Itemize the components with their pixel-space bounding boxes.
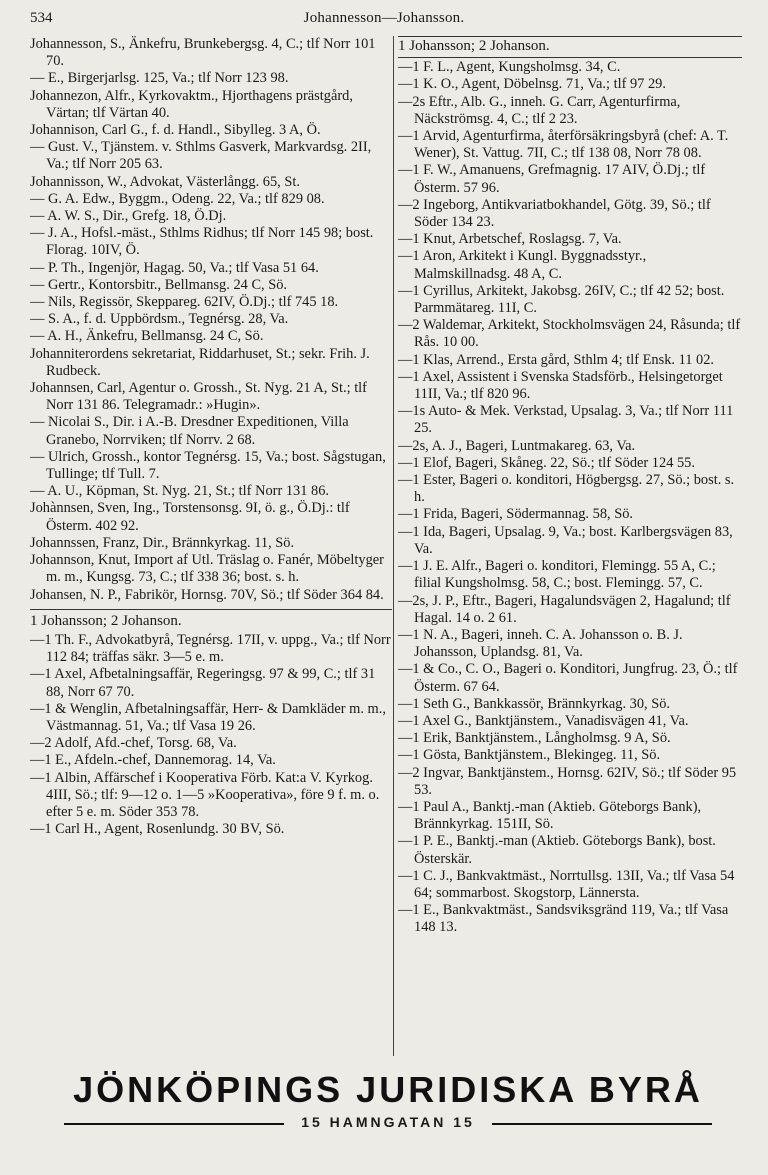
- directory-entry: —1 E., Afdeln.-chef, Dannemorag. 14, Va.: [30, 752, 276, 769]
- running-title: Johannesson—Johansson.: [303, 10, 465, 26]
- directory-entry: — S. A., f. d. Uppbördsm., Tegnérsg. 28, Va.: [30, 311, 289, 328]
- directory-entry: — Gertr., Kontorsbitr., Bellmansg. 24 C, Sö.: [30, 276, 288, 293]
- directory-entry: Johannssen, Franz, Dir., Brännkyrkag. 11, Sö.: [30, 534, 295, 551]
- page-number: 534: [30, 10, 53, 26]
- directory-entry: — E., Birgerjarlsg. 125, Va.; tlf Norr 123 98.: [30, 70, 289, 87]
- directory-entry: —1 Arvid, Agenturfirma, återförsäkringsbyrå (chef: A. T. Wener), St. Vattug. 7II, C.; tlf 138 08, Norr 78 08.: [398, 128, 729, 162]
- directory-entry: —1 Axel G., Banktjänstem., Vanadisvägen 41, Va.: [398, 712, 689, 729]
- ad-rule-left: [64, 1123, 284, 1125]
- directory-entry: —1 E., Bankvaktmäst., Sandsviksgränd 119, Va.; tlf Vasa 148 13.: [398, 902, 729, 936]
- directory-entry: —2s, A. J., Bageri, Luntmakareg. 63, Va.: [398, 437, 636, 454]
- directory-entry: —1 Ester, Bageri o. konditori, Högbergsg. 27, Sö.; bost. s. h.: [398, 472, 735, 506]
- directory-entry: Johannisson, W., Advokat, Västerlångg. 65, St.: [30, 173, 300, 190]
- directory-entry: — G. A. Edw., Byggm., Odeng. 22, Va.; tlf 829 08.: [30, 190, 325, 207]
- directory-entry: —2 Ingvar, Banktjänstem., Hornsg. 62IV, Sö.; tlf Söder 95 53.: [398, 764, 737, 798]
- directory-entry: —1 K. O., Agent, Döbelnsg. 71, Va.; tlf 97 29.: [398, 76, 666, 93]
- directory-entry: —1 Ida, Bageri, Upsalag. 9, Va.; bost. Karlbergsvägen 83, Va.: [398, 523, 733, 557]
- section-heading: 1 Johansson; 2 Johanson.: [398, 36, 742, 58]
- directory-entry: —2 Adolf, Afd.-chef, Torsg. 68, Va.: [30, 735, 237, 752]
- directory-entry: —1 Aron, Arkitekt i Kungl. Byggnadsstyr., Malmskillnadsg. 48 A, C.: [398, 248, 647, 282]
- directory-entry: — Nils, Regissör, Skeppareg. 62IV, Ö.Dj.; tlf 745 18.: [30, 294, 339, 311]
- directory-entry: — A. H., Änkefru, Bellmansg. 24 C, Sö.: [30, 328, 264, 345]
- directory-entry: Johannezon, Alfr., Kyrkovaktm., Hjorthagens prästgård, Värtan; tlf Värtan 40.: [30, 87, 353, 121]
- directory-entry: —1 N. A., Bageri, inneh. C. A. Johansson o. B. J. Johansson, Uplandsg. 81, Va.: [398, 626, 683, 661]
- directory-entry: —2s, J. P., Eftr., Bageri, Hagalundsvägen 2, Hagalund; tlf Hagal. 14 o. 2 61.: [398, 592, 731, 626]
- directory-entry: —2s Eftr., Alb. G., inneh. G. Carr, Agenturfirma, Näckströmsg. 4, C.; tlf 2 23.: [398, 93, 681, 127]
- directory-entry: —2 Ingeborg, Antikvariatbokhandel, Götg. 39, Sö.; tlf Söder 134 23.: [398, 196, 711, 231]
- directory-entry: —1 Albin, Affärschef i Kooperativa Förb. Kat:a V. Kyrkog. 4III, Sö.; tlf: 9—12 o. 1—5 »Kooperativa», före 9 f. m. o. efter 5 e. m. Söder 353 78.: [30, 769, 380, 820]
- directory-entry: —1 Seth G., Bankkassör, Brännkyrkag. 30, Sö.: [398, 695, 671, 712]
- directory-entry: —1 Klas, Arrend., Ersta gård, Sthlm 4; tlf Ensk. 11 02.: [398, 351, 715, 368]
- directory-entry: —1 Axel, Assistent i Svenska Stadsförb., Helsingetorget 11II, Va.; tlf 820 96.: [398, 368, 723, 403]
- directory-entry: Johannison, Carl G., f. d. Handl., Sibylleg. 3 A, Ö.: [30, 122, 321, 139]
- directory-entry: —1 Elof, Bageri, Skåneg. 22, Sö.; tlf Söder 124 55.: [398, 454, 695, 471]
- directory-entry: Johannesson, S., Änkefru, Brunkebergsg. 4, C.; tlf Norr 101 70.: [30, 36, 376, 70]
- directory-entry: —1 Frida, Bageri, Södermannag. 58, Sö.: [398, 506, 634, 523]
- directory-entry: —1 Erik, Banktjänstem., Långholmsg. 9 A, Sö.: [398, 730, 671, 747]
- directory-entry: — Ulrich, Grossh., kontor Tegnérsg. 15, Va.; bost. Sågstugan, Tullinge; tlf Tull. 7.: [30, 448, 386, 483]
- directory-entry: — P. Th., Ingenjör, Hagag. 50, Va.; tlf Vasa 51 64.: [30, 259, 319, 276]
- left-column: [30, 36, 392, 838]
- directory-entry: —1 Carl H., Agent, Rosenlundg. 30 BV, Sö.: [30, 821, 285, 838]
- ad-rule-right: [492, 1123, 712, 1125]
- directory-entry: —1 F. W., Amanuens, Grefmagnig. 17 AIV, Ö.Dj.; tlf Österm. 57 96.: [398, 162, 706, 196]
- directory-entry: — Gust. V., Tjänstem. v. Sthlms Gasverk, Markvardsg. 2II, Va.; tlf Norr 205 63.: [30, 139, 372, 173]
- directory-entry: —1 & Co., C. O., Bageri o. Konditori, Jungfrug. 23, Ö.; tlf Österm. 67 64.: [398, 661, 738, 695]
- directory-entry: —1 & Wenglin, Afbetalningsaffär, Herr- & Damkläder m. m., Västmannag. 51, Va.; tlf Vasa 19 26.: [30, 700, 386, 734]
- directory-entry: Johanniterordens sekretariat, Riddarhuset, St.; sekr. Frih. J. Rudbeck.: [30, 345, 370, 379]
- directory-entry: —1 C. J., Bankvaktmäst., Norrtullsg. 13II, Va.; tlf Vasa 54 64; sommarbost. Skogstorp, Lännersta.: [398, 867, 735, 901]
- directory-entry: —1 F. L., Agent, Kungsholmsg. 34, C.: [398, 59, 621, 76]
- directory-entry: —2 Waldemar, Arkitekt, Stockholmsvägen 24, Råsunda; tlf Rås. 10 00.: [398, 317, 741, 351]
- directory-entry: — J. A., Hofsl.-mäst., Sthlms Ridhus; tlf Norr 145 98; bost. Florag. 10IV, Ö.: [30, 225, 374, 259]
- directory-entry: —1 Knut, Arbetschef, Roslagsg. 7, Va.: [398, 231, 622, 248]
- advertisement: [56, 1070, 720, 1134]
- directory-entry: —1 Paul A., Banktj.-man (Aktieb. Göteborgs Bank), Brännkyrkag. 151II, Sö.: [398, 798, 702, 833]
- section-heading: 1 Johansson; 2 Johanson.: [30, 609, 392, 632]
- directory-entry: — A. U., Köpman, St. Nyg. 21, St.; tlf Norr 131 86.: [30, 483, 330, 500]
- directory-entry: —1 Axel, Afbetalningsaffär, Regeringsg. 97 & 99, C.; tlf 31 88, Norr 67 70.: [30, 666, 376, 700]
- directory-entry: — Nicolai S., Dir. i A.-B. Dresdner Expeditionen, Villa Granebo, Norrviken; tlf Norrv. 2 68.: [30, 414, 349, 448]
- directory-entry: Johànnsen, Sven, Ing., Torstensonsg. 9I, ö. g., Ö.Dj.: tlf Österm. 402 92.: [30, 500, 350, 534]
- directory-entry: Johannson, Knut, Import af Utl. Träslag o. Fanér, Möbeltyger m. m., Kungsg. 73, C.; tlf 338 36; bost. s. h.: [30, 552, 384, 586]
- ad-title: JÖNKÖPINGS JURIDISKA BYRÅ: [73, 1069, 703, 1110]
- directory-entry: —1s Auto- & Mek. Verkstad, Upsalag. 3, Va.; tlf Norr 111 25.: [398, 403, 734, 437]
- directory-entry: —1 Th. F., Advokatbyrå, Tegnérsg. 17II, v. uppg., Va.; tlf Norr 112 84; träffas säkr. 3—5 e. m.: [30, 631, 391, 666]
- directory-entry: — A. W. S., Dir., Grefg. 18, Ö.Dj.: [30, 208, 227, 225]
- directory-entry: —1 Cyrillus, Arkitekt, Jakobsg. 26IV, C.; tlf 42 52; bost. Parmmätareg. 11I, C.: [398, 282, 725, 317]
- directory-entry: —1 J. E. Alfr., Bageri o. konditori, Flemingg. 55 A, C.; filial Kungsholmsg. 58, C.; bost. Flemingg. 57, C.: [398, 558, 716, 592]
- right-column: [398, 36, 742, 937]
- ad-address-line: [56, 1114, 720, 1134]
- directory-entry: —1 P. E., Banktj.-man (Aktieb. Göteborgs Bank), bost. Österskär.: [398, 833, 716, 867]
- ad-address: 15 HAMNGATAN 15: [295, 1114, 481, 1130]
- page-header: [0, 10, 768, 34]
- directory-entry: Johannsen, Carl, Agentur o. Grossh., St. Nyg. 21 A, St.; tlf Norr 131 86. Telegramadr.: »Hugin».: [30, 380, 367, 414]
- directory-entry: Johansen, N. P., Fabrikör, Hornsg. 70V, Sö.; tlf Söder 364 84.: [30, 586, 384, 603]
- directory-entry: —1 Gösta, Banktjänstem., Blekingeg. 11, Sö.: [398, 747, 661, 764]
- column-divider: [393, 36, 394, 1056]
